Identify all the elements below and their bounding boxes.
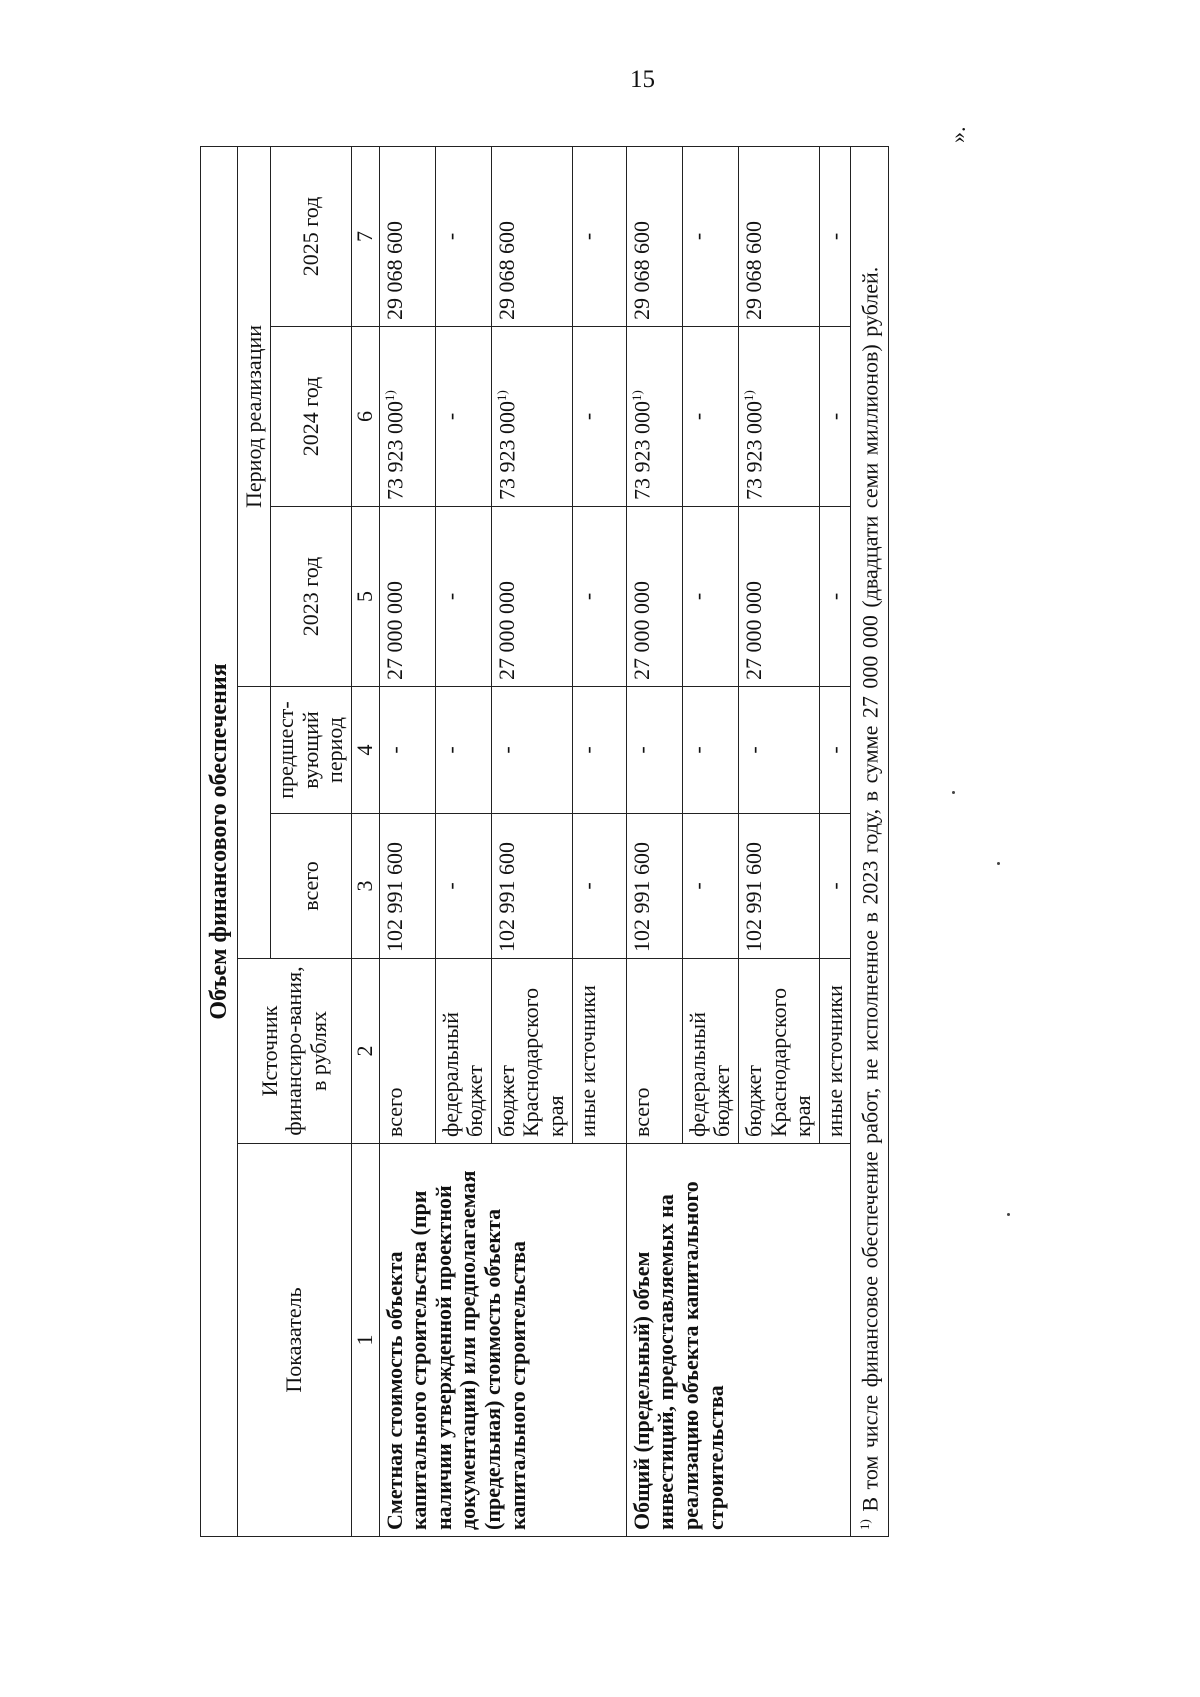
- y2023-cell: -: [435, 507, 491, 687]
- prior-cell: -: [435, 687, 491, 814]
- total-cell: -: [572, 814, 626, 959]
- prior-cell: -: [682, 687, 738, 814]
- financing-table: [200, 146, 889, 1537]
- y2023-cell: -: [682, 507, 738, 687]
- closing-quote-mark: ».: [945, 126, 970, 143]
- source-cell: иные источники: [572, 959, 626, 1144]
- source-cell: иные источники: [819, 959, 851, 1144]
- y2023-cell: 27 000 000: [379, 507, 435, 687]
- column-number: 5: [351, 507, 379, 687]
- indicator-cell: Сметная стоимость объекта капитального строительства (при наличии утвержденной проектной документации) или предполагаемая (предельная) стоимость объекта капитального строительства: [379, 1144, 626, 1537]
- table-title: Объем финансового обеспечения: [201, 146, 238, 1536]
- prior-cell: -: [819, 687, 851, 814]
- y2024-cell: [626, 327, 682, 507]
- scan-speck: [997, 862, 1000, 865]
- y2023-cell: 27 000 000: [738, 507, 819, 687]
- header-blank: [238, 687, 271, 959]
- header-indicator: Показатель: [238, 1144, 352, 1537]
- footnote-text: В том числе финансовое обеспечение работ, не исполненное в 2023 году, в сумме 27 000 000 (двадцати семи миллионов) рублей.: [857, 266, 883, 1520]
- header-year-2025: 2025 год: [271, 146, 352, 326]
- header-source: Источник финансиро-вания, в рублях: [238, 959, 352, 1144]
- rotated-financing-table-block: [200, 147, 950, 1537]
- y2025-cell: 29 068 600: [626, 146, 682, 326]
- y2025-cell: -: [819, 146, 851, 326]
- footnote-marker: 1): [857, 1519, 873, 1530]
- total-cell: 102 991 600: [626, 814, 682, 959]
- y2024-cell: -: [572, 327, 626, 507]
- source-cell: всего: [379, 959, 435, 1144]
- y2025-cell: -: [682, 146, 738, 326]
- column-number: 2: [351, 959, 379, 1144]
- y2023-cell: 27 000 000: [626, 507, 682, 687]
- table-row: [379, 146, 435, 1536]
- total-cell: -: [435, 814, 491, 959]
- header-prior-period: предшест-вующий период: [271, 687, 352, 814]
- total-cell: 102 991 600: [738, 814, 819, 959]
- y2024-value: 73 923 000: [741, 401, 767, 500]
- prior-cell: -: [738, 687, 819, 814]
- footnote-row: [851, 146, 889, 1536]
- footnote-ref: 1): [493, 390, 509, 401]
- footnote-ref: 1): [628, 390, 644, 401]
- total-cell: -: [682, 814, 738, 959]
- table-row: [626, 146, 682, 1536]
- y2024-cell: [491, 327, 572, 507]
- column-number: 4: [351, 687, 379, 814]
- y2024-value: 73 923 000: [628, 401, 654, 500]
- footnote: [851, 146, 889, 1536]
- total-cell: 102 991 600: [379, 814, 435, 959]
- scan-speck: [1007, 1213, 1010, 1216]
- column-number: 7: [351, 146, 379, 326]
- y2024-cell: [379, 327, 435, 507]
- column-number: 1: [351, 1144, 379, 1537]
- y2024-cell: -: [682, 327, 738, 507]
- column-number-row: [351, 146, 379, 1536]
- source-cell: федеральный бюджет: [682, 959, 738, 1144]
- y2025-cell: 29 068 600: [738, 146, 819, 326]
- page-number: 15: [630, 66, 655, 93]
- header-year-2024: 2024 год: [271, 327, 352, 507]
- prior-cell: -: [626, 687, 682, 814]
- header-year-2023: 2023 год: [271, 507, 352, 687]
- prior-cell: -: [491, 687, 572, 814]
- footnote-ref: 1): [381, 390, 397, 401]
- column-number: 3: [351, 814, 379, 959]
- source-cell: всего: [626, 959, 682, 1144]
- header-total: всего: [271, 814, 352, 959]
- indicator-cell: Общий (предельный) объем инвестиций, предоставляемых на реализацию объекта капитального строительства: [626, 1144, 851, 1537]
- total-cell: 102 991 600: [491, 814, 572, 959]
- y2024-value: 73 923 000: [494, 401, 520, 500]
- y2025-cell: 29 068 600: [379, 146, 435, 326]
- source-cell: бюджет Краснодарского края: [491, 959, 572, 1144]
- source-cell: федеральный бюджет: [435, 959, 491, 1144]
- y2024-cell: [738, 327, 819, 507]
- source-cell: бюджет Краснодарского края: [738, 959, 819, 1144]
- scan-speck: [952, 791, 955, 794]
- y2023-cell: 27 000 000: [491, 507, 572, 687]
- column-number: 6: [351, 327, 379, 507]
- y2024-cell: -: [819, 327, 851, 507]
- y2025-cell: -: [435, 146, 491, 326]
- prior-cell: -: [379, 687, 435, 814]
- y2024-value: 73 923 000: [381, 401, 407, 500]
- footnote-ref: 1): [740, 390, 756, 401]
- prior-cell: -: [572, 687, 626, 814]
- y2023-cell: -: [819, 507, 851, 687]
- y2025-cell: 29 068 600: [491, 146, 572, 326]
- y2025-cell: -: [572, 146, 626, 326]
- y2024-cell: -: [435, 327, 491, 507]
- header-period: Период реализации: [238, 146, 271, 686]
- total-cell: -: [819, 814, 851, 959]
- y2023-cell: -: [572, 507, 626, 687]
